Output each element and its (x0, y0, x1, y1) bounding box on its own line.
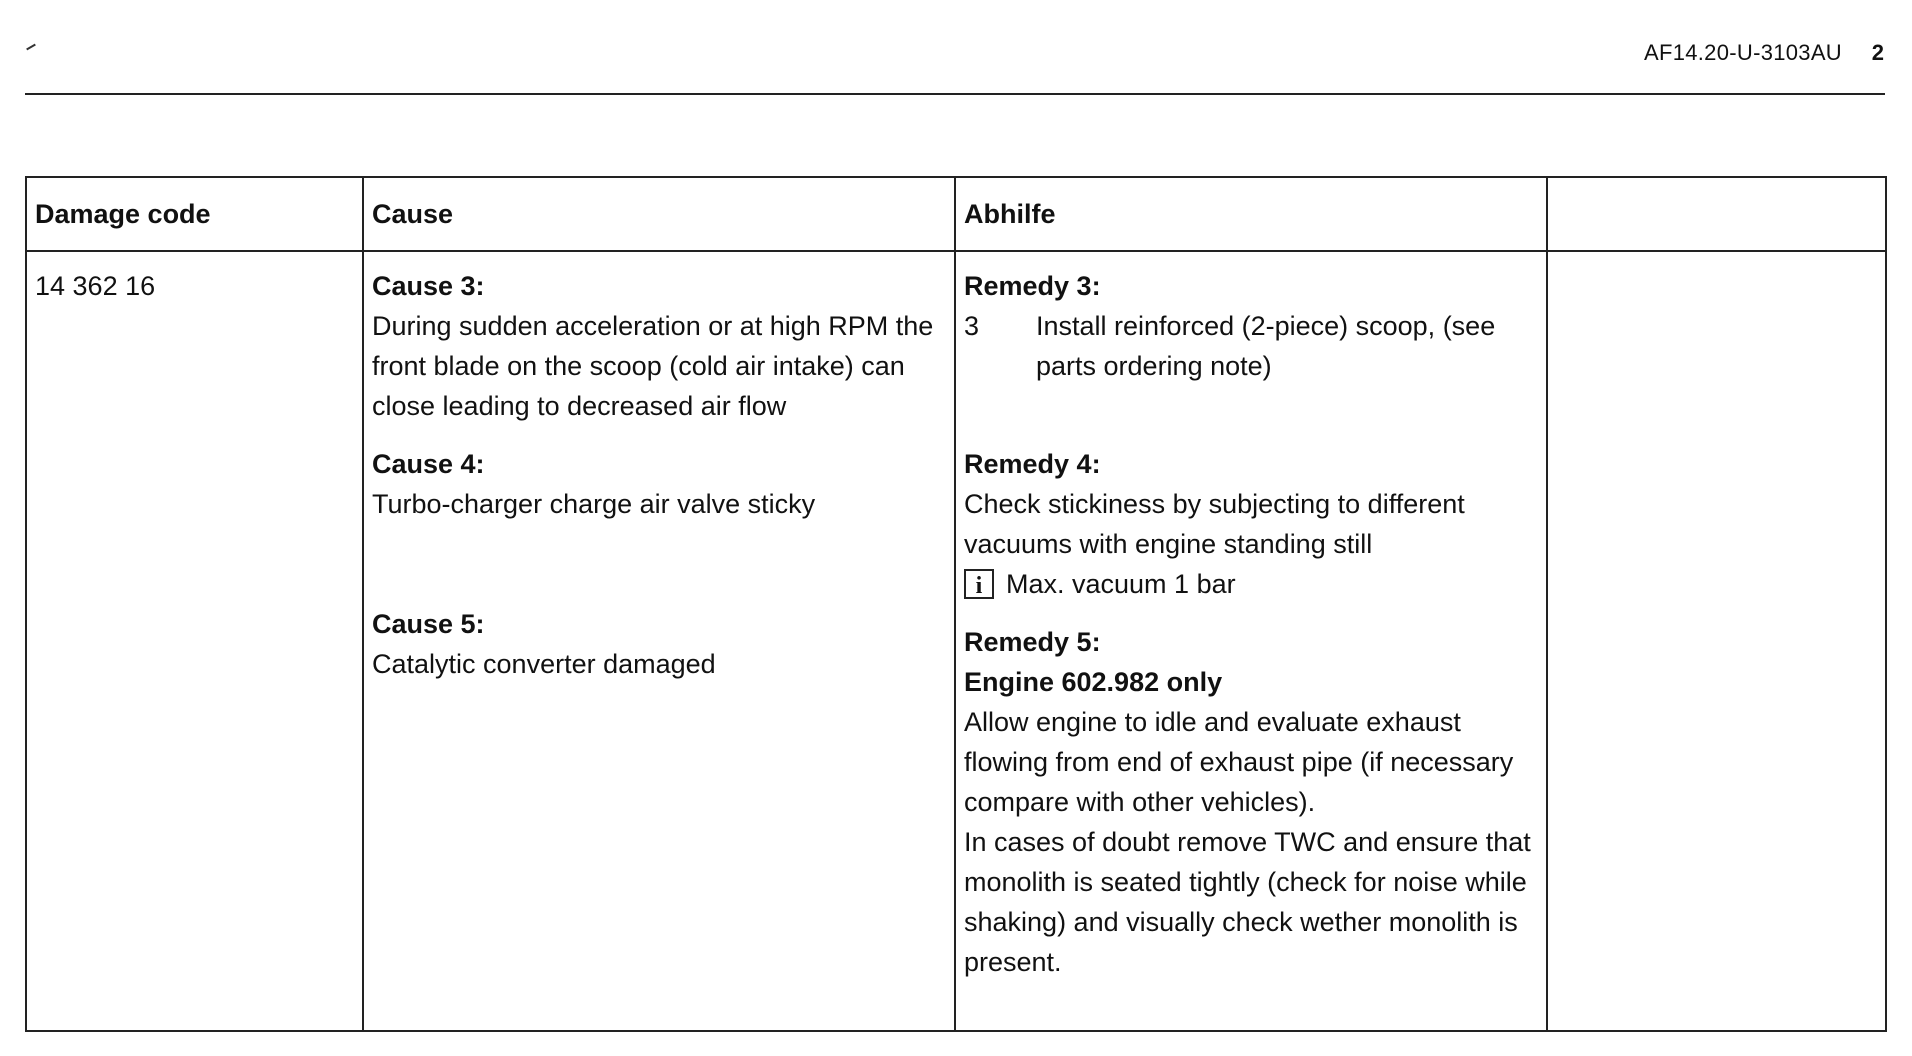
damage-code-cell (26, 251, 363, 1031)
cause-3 (372, 266, 946, 426)
cause-3-text: During sudden acceleration or at high RPM the front blade on the scoop (cold air intake) can close leading to decreased air flow (372, 311, 934, 421)
remedy-5-title: Remedy 5: (964, 627, 1101, 657)
header-damage-code: Damage code (26, 177, 363, 251)
cause-4-title: Cause 4: (372, 449, 485, 479)
remedy-4-title: Remedy 4: (964, 449, 1101, 479)
header-divider (25, 93, 1885, 95)
remedy-4 (964, 444, 1538, 604)
damage-table (25, 176, 1887, 1032)
remedy-3-title: Remedy 3: (964, 271, 1101, 301)
stray-mark (26, 44, 36, 51)
remedy-5-subtitle: Engine 602.982 only (964, 667, 1223, 697)
remedy-5-text: Allow engine to idle and evaluate exhaust flowing from end of exhaust pipe (if necessary compare with other vehicles). (964, 707, 1514, 817)
remedy-5 (964, 622, 1538, 982)
remedy-3-step (964, 306, 1538, 386)
cause-5-title: Cause 5: (372, 609, 485, 639)
cause-5 (372, 604, 946, 684)
step-text: Install reinforced (2-piece) scoop, (see parts ordering note) (1036, 311, 1496, 381)
table-header-row (26, 177, 1886, 251)
cause-3-title: Cause 3: (372, 271, 485, 301)
header-cause: Cause (363, 177, 955, 251)
info-icon: i (964, 569, 994, 599)
header-extra (1547, 177, 1886, 251)
extra-cell (1547, 251, 1886, 1031)
cause-4-text: Turbo-charger charge air valve sticky (372, 489, 816, 519)
info-text: Max. vacuum 1 bar (1006, 569, 1236, 599)
remedy-5-text-2: In cases of doubt remove TWC and ensure that monolith is seated tightly (check for noise while shaking) and visually check wether monolith is present. (964, 827, 1531, 977)
page-number: 2 (1871, 40, 1884, 65)
table-row (26, 251, 1886, 1031)
cause-5-text: Catalytic converter damaged (372, 649, 716, 679)
document-number: AF14.20-U-3103AU (1643, 40, 1842, 65)
remedy-4-text: Check stickiness by subjecting to different vacuums with engine standing still (964, 489, 1465, 559)
remedy-4-info (964, 564, 1538, 604)
header-remedy: Abhilfe (955, 177, 1547, 251)
step-number: 3 (964, 311, 980, 341)
remedy-cell (955, 251, 1547, 1031)
remedy-3 (964, 266, 1538, 386)
cause-cell (363, 251, 955, 1031)
damage-code-value: 14 362 16 (35, 271, 156, 301)
cause-4 (372, 444, 946, 524)
